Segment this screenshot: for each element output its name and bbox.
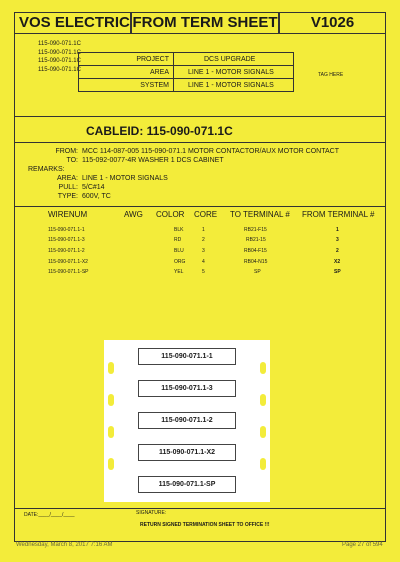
strip-notch [108, 362, 114, 374]
col-to-terminal: TO TERMINAL # [230, 210, 290, 219]
cable-id-value: 115-090-071.1C [146, 124, 233, 138]
info-type: TYPE: 600V, TC [57, 193, 111, 200]
wire-color: ORG [174, 259, 186, 265]
strip-notch [260, 426, 266, 438]
wire-core: 5 [202, 269, 205, 275]
wire-label: 115-090-071.1-3 [138, 380, 236, 397]
project-table [78, 52, 294, 92]
wire-color: BLU [174, 248, 184, 254]
wire-to: RB04-N15 [244, 259, 268, 265]
wire-label: 115-090-071.1-2 [138, 412, 236, 429]
return-instruction: RETURN SIGNED TERMINATION SHEET TO OFFICE !!! [140, 522, 270, 528]
wire-from: 3 [336, 237, 339, 243]
cable-info [14, 147, 339, 201]
wire-core: 1 [202, 227, 205, 233]
wire-label: 115-090-071.1-X2 [138, 444, 236, 461]
cable-id-line: 115-090-071.1C [38, 49, 81, 56]
system-key: SYSTEM [79, 79, 174, 92]
info-remarks: REMARKS: [28, 166, 65, 173]
wire-num: 115-090-071.1-1 [48, 227, 85, 233]
info-from: FROM: MCC 114-087-005 115-090-071.1 MOTOR CONTACTOR/AUX MOTOR CONTACT [55, 148, 339, 155]
wire-num: 115-090-071.1-3 [48, 237, 85, 243]
wire-color: YEL [174, 269, 184, 275]
strip-notch [108, 394, 114, 406]
col-color: COLOR [156, 210, 185, 219]
wire-num: 115-090-071.1-SP [48, 269, 89, 275]
wire-num: 115-090-071.1-2 [48, 248, 85, 254]
wire-from: 2 [336, 248, 339, 254]
cable-id-line: 115-090-071.1C [38, 58, 81, 64]
wire-from: SP [334, 269, 341, 275]
system-value: LINE 1 - MOTOR SIGNALS [174, 79, 294, 92]
wire-from: 1 [336, 227, 339, 233]
table-row [79, 53, 294, 66]
wire-to: SP [254, 269, 261, 275]
wire-core: 3 [202, 248, 205, 254]
table-row [79, 79, 294, 92]
col-awg: AWG [124, 210, 143, 219]
wire-label: 115-090-071.1-1 [138, 348, 236, 365]
brand-title: VOS ELECTRIC [14, 12, 131, 34]
wire-label: 115-090-071.1-SP [138, 476, 236, 493]
strip-notch [260, 362, 266, 374]
strip-notch [260, 458, 266, 470]
divider [14, 116, 386, 117]
wire-num: 115-090-071.1-X2 [48, 259, 88, 265]
wire-to: RB04-F15 [244, 248, 267, 254]
col-from-terminal: FROM TERMINAL # [302, 210, 375, 219]
wire-to: RB21-F15 [244, 227, 267, 233]
info-to: TO: 115-092-0077-4R WASHER 1 DCS CABINET [66, 157, 224, 164]
table-row [79, 66, 294, 79]
project-value: DCS UPGRADE [174, 53, 294, 66]
cable-id-line: 115-090-071.1C [38, 41, 81, 47]
page-number: Page 27 of 594 [342, 542, 383, 548]
area-value: LINE 1 - MOTOR SIGNALS [174, 66, 294, 79]
cable-id-label: CABLEID: [86, 124, 144, 138]
info-area: AREA: LINE 1 - MOTOR SIGNALS [56, 175, 168, 182]
info-pull: PULL: 5/C#14 [58, 184, 105, 191]
strip-notch [260, 394, 266, 406]
project-key: PROJECT [79, 53, 174, 66]
strip-notch [108, 458, 114, 470]
wire-color: BLK [174, 227, 184, 233]
wire-core: 4 [202, 259, 205, 265]
area-key: AREA [79, 66, 174, 79]
col-core: CORE [194, 210, 218, 219]
wire-from: X2 [334, 259, 341, 265]
wire-color: RD [174, 237, 182, 243]
wire-core: 2 [202, 237, 205, 243]
cable-id-line: 115-090-071.1C [38, 66, 81, 73]
col-wirenum: WIRENUM [48, 210, 88, 219]
cable-id-heading [86, 124, 233, 138]
divider [14, 142, 386, 143]
wire-label-strip [104, 340, 270, 502]
tag-here-label: TAG HERE [318, 72, 344, 78]
print-timestamp: Wednesday, March 8, 2017 7:16 AM [16, 542, 113, 548]
wire-to: RB21-15 [246, 237, 266, 243]
sheet-title: FROM TERM SHEET [131, 12, 279, 34]
signature-field: SIGNATURE: [136, 510, 167, 516]
strip-notch [108, 426, 114, 438]
sheet-code: V1026 [279, 12, 386, 34]
divider [14, 206, 386, 207]
date-field: DATE:____/____/____ [24, 512, 75, 518]
cable-id-stack [38, 40, 81, 74]
